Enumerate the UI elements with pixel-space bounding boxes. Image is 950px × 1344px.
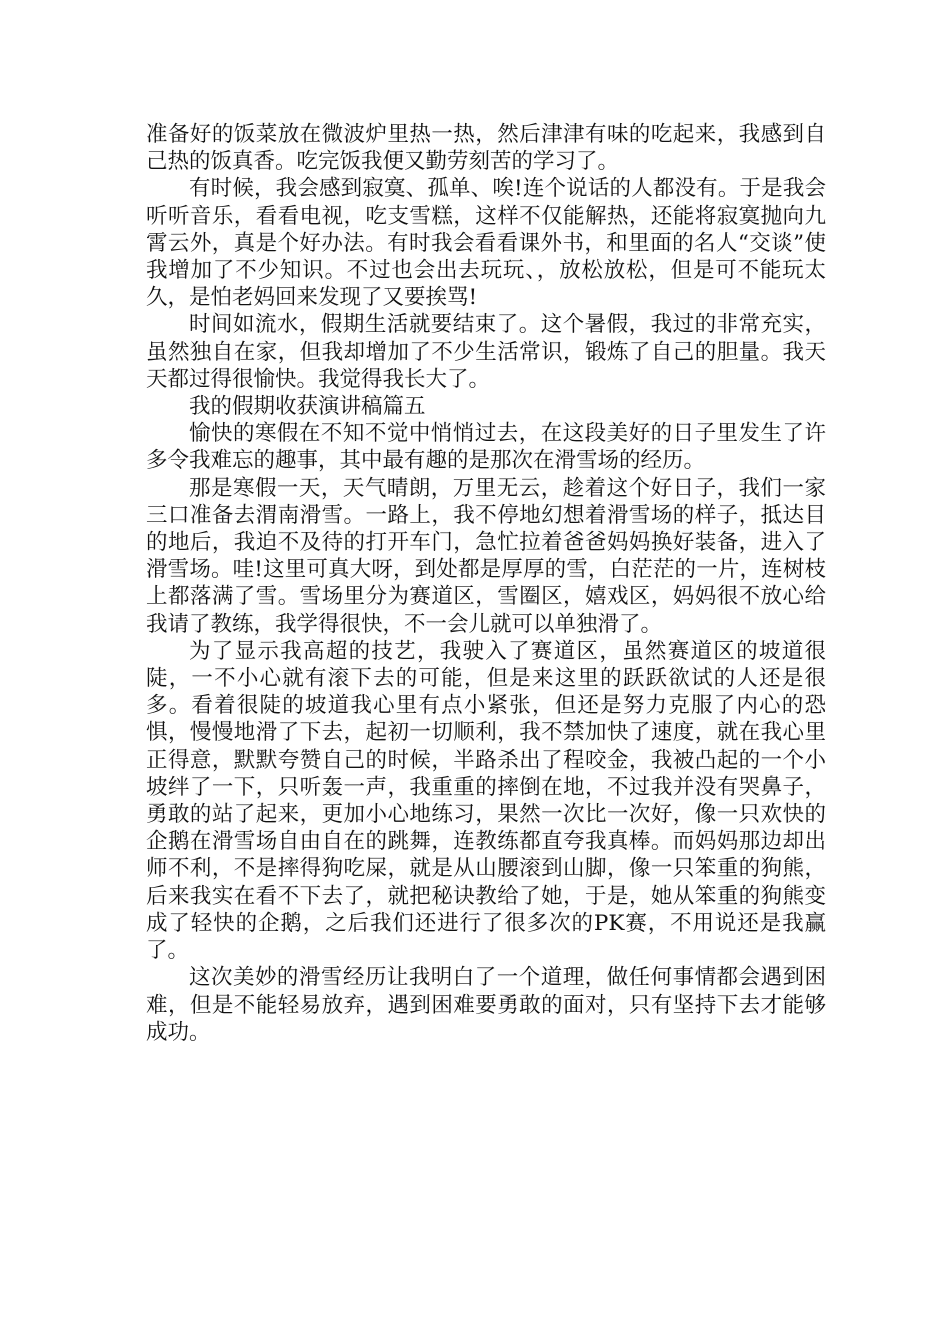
paragraph-winter-intro: 愉快的寒假在不知不觉中悄悄过去，在这段美好的日子里发生了许多令我难忘的趣事，其中最有趣的是那次在滑雪场的经历。 xyxy=(146,421,826,474)
paragraph-ski-track: 为了显示我高超的技艺，我驶入了赛道区，虽然赛道区的坡道很陡，一不小心就有滚下去的可能，但是来这里的跃跃欲试的人还是很多。看着很陡的坡道我心里有点小紧张，但还是努力克服了内心的恐惧，慢慢地滑了下去，起初一切顺利，我不禁加快了速度，就在我心里正得意，默默夸赞自己的时候，半路杀出了程咬金，我被凸起的一个小坡绊了一下，只听轰一声，我重重的摔倒在地，不过我并没有哭鼻子，勇敢的站了起来，更加小心地练习，果然一次比一次好，像一只欢快的企鹅在滑雪场自由自在的跳舞，连教练都直夸我真棒。而妈妈那边却出师不利，不是摔得狗吃屎，就是从山腰滚到山脚，像一只笨重的狗熊，后来我实在看不下去了，就把秘诀教给了她，于是，她从笨重的狗熊变成了轻快的企鹅，之后我们还进行了很多次的PK赛，不用说还是我赢了。 xyxy=(146,638,826,964)
paragraph-summer-end: 时间如流水，假期生活就要结束了。这个暑假，我过的非常充实，虽然独自在家，但我却增加了不少生活常识，锻炼了自己的胆量。我天天都过得很愉快。我觉得我长大了。 xyxy=(146,312,826,392)
document-body xyxy=(146,121,826,1046)
paragraph-lesson: 这次美妙的滑雪经历让我明白了一个道理，做任何事情都会遇到困难，但是不能轻易放弃，遇到困难要勇敢的面对，只有坚持下去才能够成功。 xyxy=(146,965,826,1045)
paragraph-loneliness: 有时候，我会感到寂寞、孤单、唉!连个说话的人都没有。于是我会听听音乐，看看电视，吃支雪糕，这样不仅能解热，还能将寂寞抛向九霄云外，真是个好办法。有时我会看看课外书，和里面的名人“交谈”使我增加了不少知识。不过也会出去玩玩、，放松放松，但是可不能玩太久，是怕老妈回来发现了又要挨骂! xyxy=(146,176,826,311)
paragraph-ski-trip: 那是寒假一天，天气晴朗，万里无云，趁着这个好日子，我们一家三口准备去渭南滑雪。一路上，我不停地幻想着滑雪场的样子，抵达目的地后，我迫不及待的打开车门，急忙拉着爸爸妈妈换好装备，进入了滑雪场。哇!这里可真大呀，到处都是厚厚的雪，白茫茫的一片，连树枝上都落满了雪。雪场里分为赛道区，雪圈区，嬉戏区，妈妈很不放心给我请了教练，我学得很快，不一会儿就可以单独滑了。 xyxy=(146,475,826,637)
section-heading: 我的假期收获演讲稿篇五 xyxy=(189,394,426,420)
paragraph-continued: 准备好的饭菜放在微波炉里热一热，然后津津有味的吃起来，我感到自己热的饭真香。吃完饭我便又勤劳刻苦的学习了。 xyxy=(146,122,826,175)
